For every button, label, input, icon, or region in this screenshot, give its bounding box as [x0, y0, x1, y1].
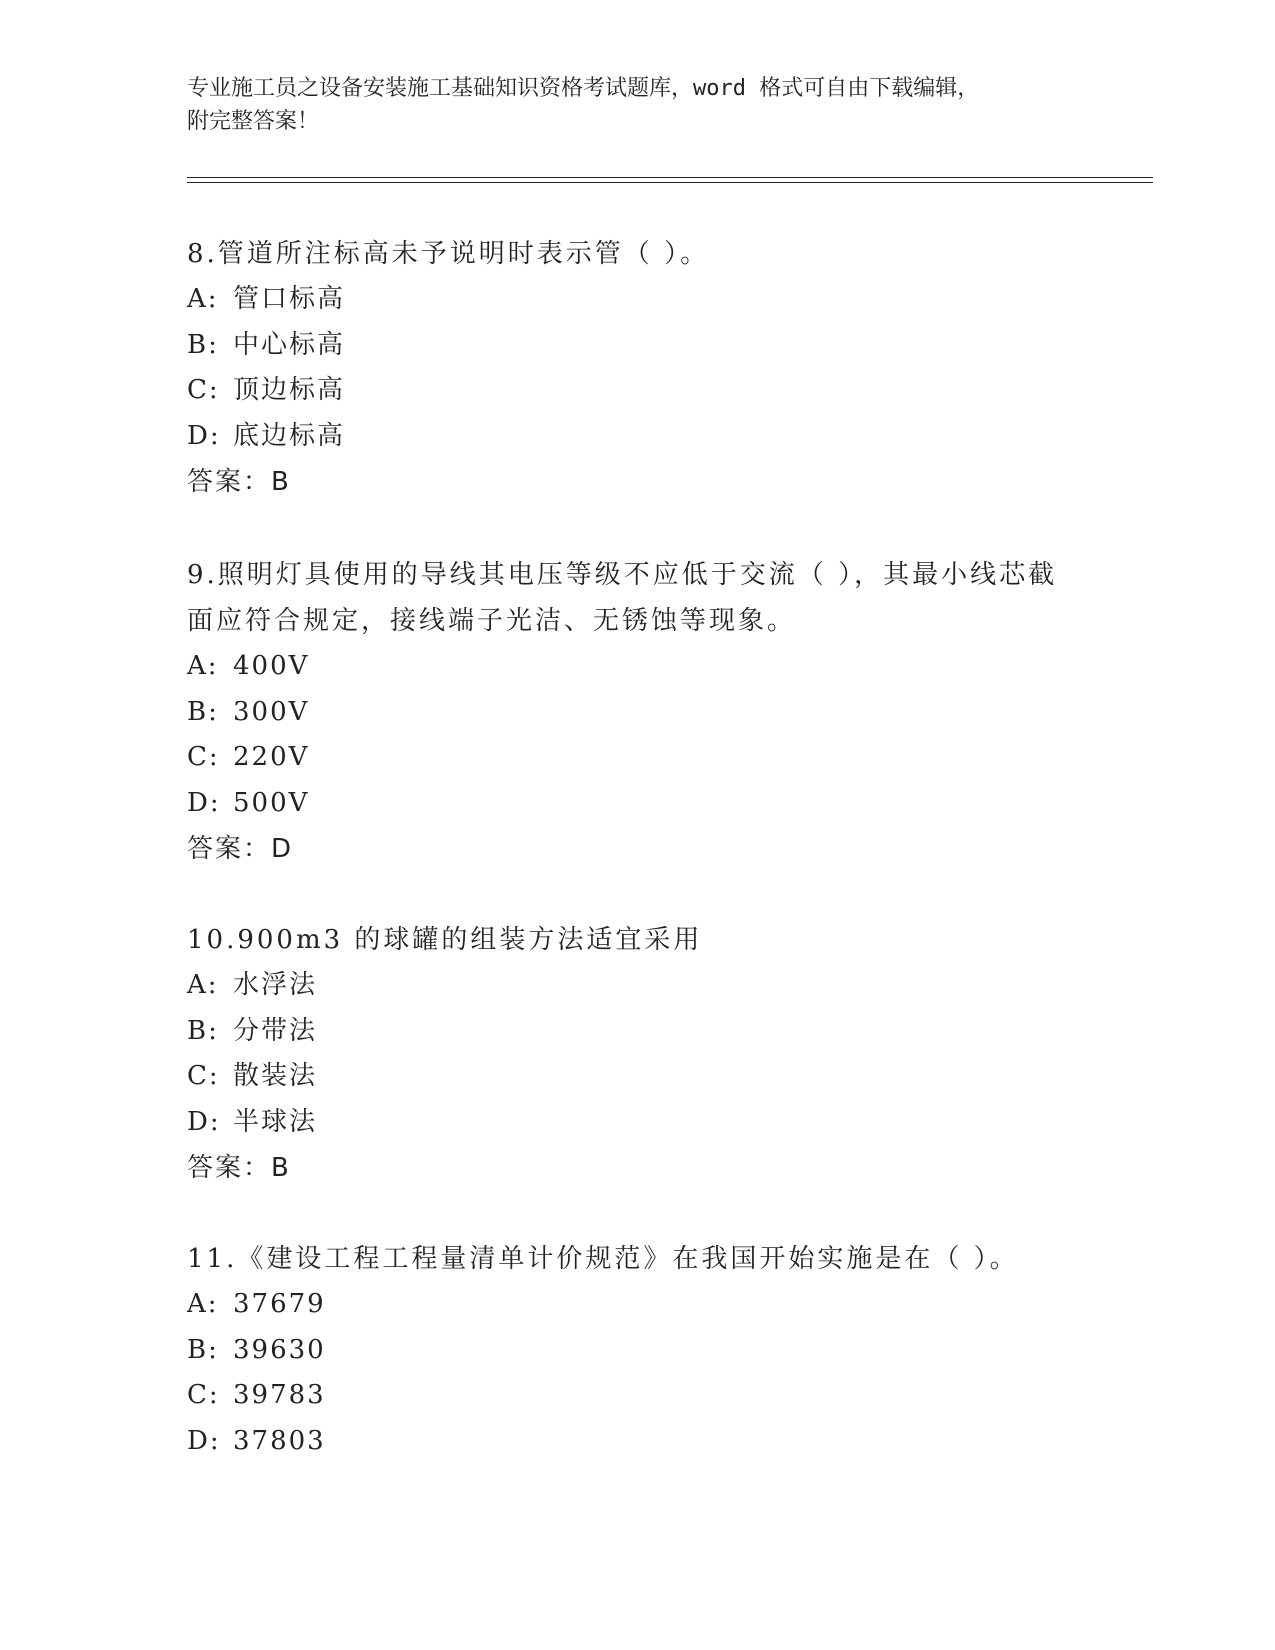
option-letter: D: [187, 420, 221, 451]
option-letter: A: [187, 970, 219, 1000]
option-text: 中心标高 [233, 329, 346, 360]
option-text: 37679 [233, 1289, 326, 1319]
option-a [187, 963, 1087, 1009]
option-letter: C: [187, 1380, 220, 1410]
option-letter: D: [187, 787, 221, 818]
option-text: 220V [233, 742, 310, 772]
option-b [187, 1009, 1087, 1055]
option-d [187, 414, 1087, 460]
question-9 [187, 552, 1087, 872]
option-letter: D: [187, 1425, 221, 1456]
option-a [187, 1282, 1087, 1328]
header-divider-top [187, 177, 1153, 178]
question-10 [187, 917, 1087, 1191]
header-line-2: 附完整答案！ [187, 109, 320, 134]
question-stem: 8.管道所注标高未予说明时表示管（ ）。 [187, 239, 710, 269]
header-divider-bottom [187, 182, 1153, 183]
option-text: 39630 [233, 1334, 326, 1365]
question-stem-line-2: 面应符合规定，接线端子光洁、无锈蚀等现象。 [187, 606, 797, 636]
option-c [187, 735, 1087, 781]
option-text: 底边标高 [233, 420, 346, 451]
option-text: 管口标高 [233, 284, 346, 314]
question-stem-line-1: 9.照明灯具使用的导线其电压等级不应低于交流（ ），其最小线芯截 [187, 560, 1058, 590]
option-letter: A: [187, 651, 219, 681]
document-header [187, 72, 1087, 138]
question-stem: 11.《建设工程工程量清单计价规范》在我国开始实施是在（ ）。 [187, 1244, 1019, 1274]
answer-line: 答案：B [187, 467, 291, 497]
option-text: 300V [233, 696, 310, 727]
question-8 [187, 231, 1087, 505]
option-text: 水浮法 [233, 970, 318, 1000]
option-b [187, 323, 1087, 369]
option-letter: B: [187, 1015, 219, 1046]
option-text: 37803 [233, 1425, 326, 1456]
option-c [187, 368, 1087, 414]
option-letter: C: [187, 742, 220, 772]
option-d [187, 1419, 1087, 1465]
answer-line: 答案：D [187, 834, 294, 864]
option-b [187, 1328, 1087, 1374]
question-stem: 10.900m3 的球罐的组装方法适宜采用 [187, 925, 703, 955]
option-a [187, 644, 1087, 690]
answer-line: 答案：B [187, 1153, 291, 1183]
header-line-1: 专业施工员之设备安装施工基础知识资格考试题库，word 格式可自由下载编辑， [187, 76, 980, 101]
option-text: 散装法 [233, 1061, 318, 1091]
option-letter: A: [187, 1289, 219, 1319]
option-b [187, 690, 1087, 736]
option-text: 半球法 [233, 1106, 318, 1137]
option-letter: B: [187, 329, 219, 360]
option-letter: D: [187, 1106, 221, 1137]
option-a [187, 277, 1087, 323]
option-text: 400V [233, 651, 310, 681]
option-letter: B: [187, 696, 219, 727]
option-text: 分带法 [233, 1015, 318, 1046]
option-d [187, 1100, 1087, 1146]
option-letter: C: [187, 375, 220, 405]
option-c [187, 1054, 1087, 1100]
option-letter: C: [187, 1061, 220, 1091]
question-11 [187, 1236, 1087, 1464]
option-d [187, 781, 1087, 827]
option-text: 39783 [233, 1380, 326, 1410]
option-letter: B: [187, 1334, 219, 1365]
option-c [187, 1373, 1087, 1419]
option-text: 顶边标高 [233, 375, 346, 405]
option-letter: A: [187, 284, 219, 314]
option-text: 500V [233, 787, 310, 818]
